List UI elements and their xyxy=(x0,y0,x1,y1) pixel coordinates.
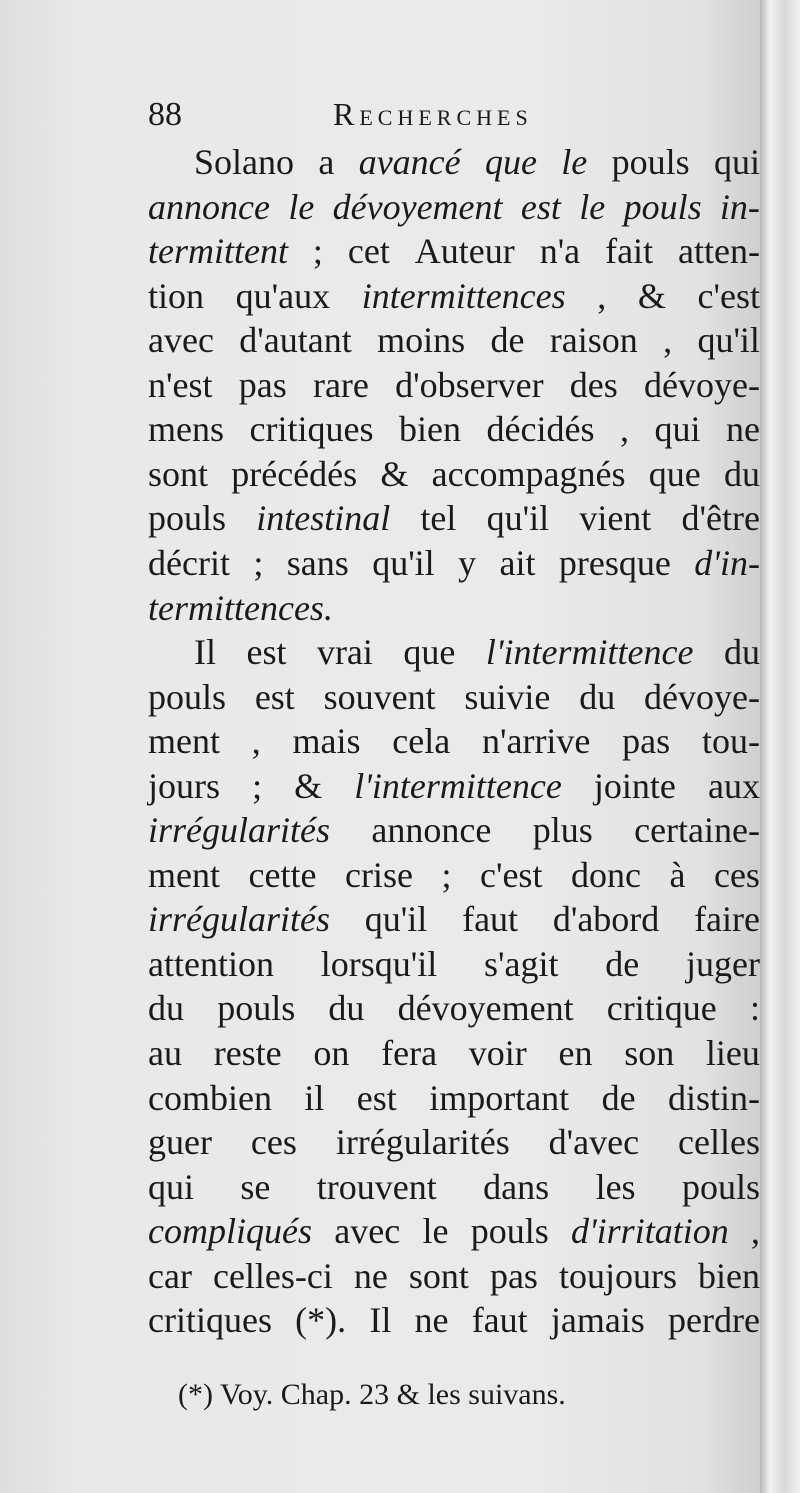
text-line: ment cette crise ; c'est donc à ces xyxy=(148,854,760,895)
text-line: jours ; & l'intermittence jointe aux xyxy=(148,765,760,806)
text-line: termittent ; cet Auteur n'a fait atten- xyxy=(148,231,760,272)
text-line: n'est pas rare d'observer des dévoye- xyxy=(148,364,760,405)
running-head: Recherches xyxy=(333,96,533,132)
footnote: (*) Voy. Chap. 23 & les suivans. xyxy=(178,1378,566,1411)
text-line: guer ces irrégularités d'avec celles xyxy=(148,1122,760,1163)
page-number: 88 xyxy=(148,96,182,133)
text-line: critiques (*). Il ne faut jamais perdre xyxy=(148,1300,760,1341)
text-line: compliqués avec le pouls d'irritation , xyxy=(148,1211,760,1252)
text-line: pouls intestinal tel qu'il vient d'être xyxy=(148,498,760,539)
text-line: ment , mais cela n'arrive pas tou- xyxy=(148,721,760,762)
text-line: décrit ; sans qu'il y ait presque d'in- xyxy=(148,542,760,583)
text-line: Il est vrai que l'intermittence du xyxy=(194,632,760,673)
text-line: termittences. xyxy=(148,587,333,628)
page-edge xyxy=(760,0,800,1493)
text-line: du pouls du dévoyement critique : xyxy=(148,988,760,1029)
page-header xyxy=(148,96,760,142)
text-line: mens critiques bien décidés , qui ne xyxy=(148,409,760,450)
text-line: tion qu'aux intermittences , & c'est xyxy=(148,275,760,316)
text-line: car celles-ci ne sont pas toujours bien xyxy=(148,1255,760,1296)
text-line: avec d'autant moins de raison , qu'il xyxy=(148,320,760,361)
text-line: annonce le dévoyement est le pouls in- xyxy=(148,186,760,227)
text-line: qui se trouvent dans les pouls xyxy=(148,1166,760,1207)
text-line: Solano a avancé que le pouls qui xyxy=(194,142,760,182)
text-line: irrégularités annonce plus certaine- xyxy=(148,810,760,851)
text-line: attention lorsqu'il s'agit de juger xyxy=(148,943,760,984)
text-line: combien il est important de distin- xyxy=(148,1077,760,1118)
text-line: pouls est souvent suivie du dévoye- xyxy=(148,676,760,717)
text-line: au reste on fera voir en son lieu xyxy=(148,1033,760,1073)
text-line: irrégularités qu'il faut d'abord faire xyxy=(148,899,760,940)
text-line: sont précédés & accompagnés que du xyxy=(148,453,760,494)
